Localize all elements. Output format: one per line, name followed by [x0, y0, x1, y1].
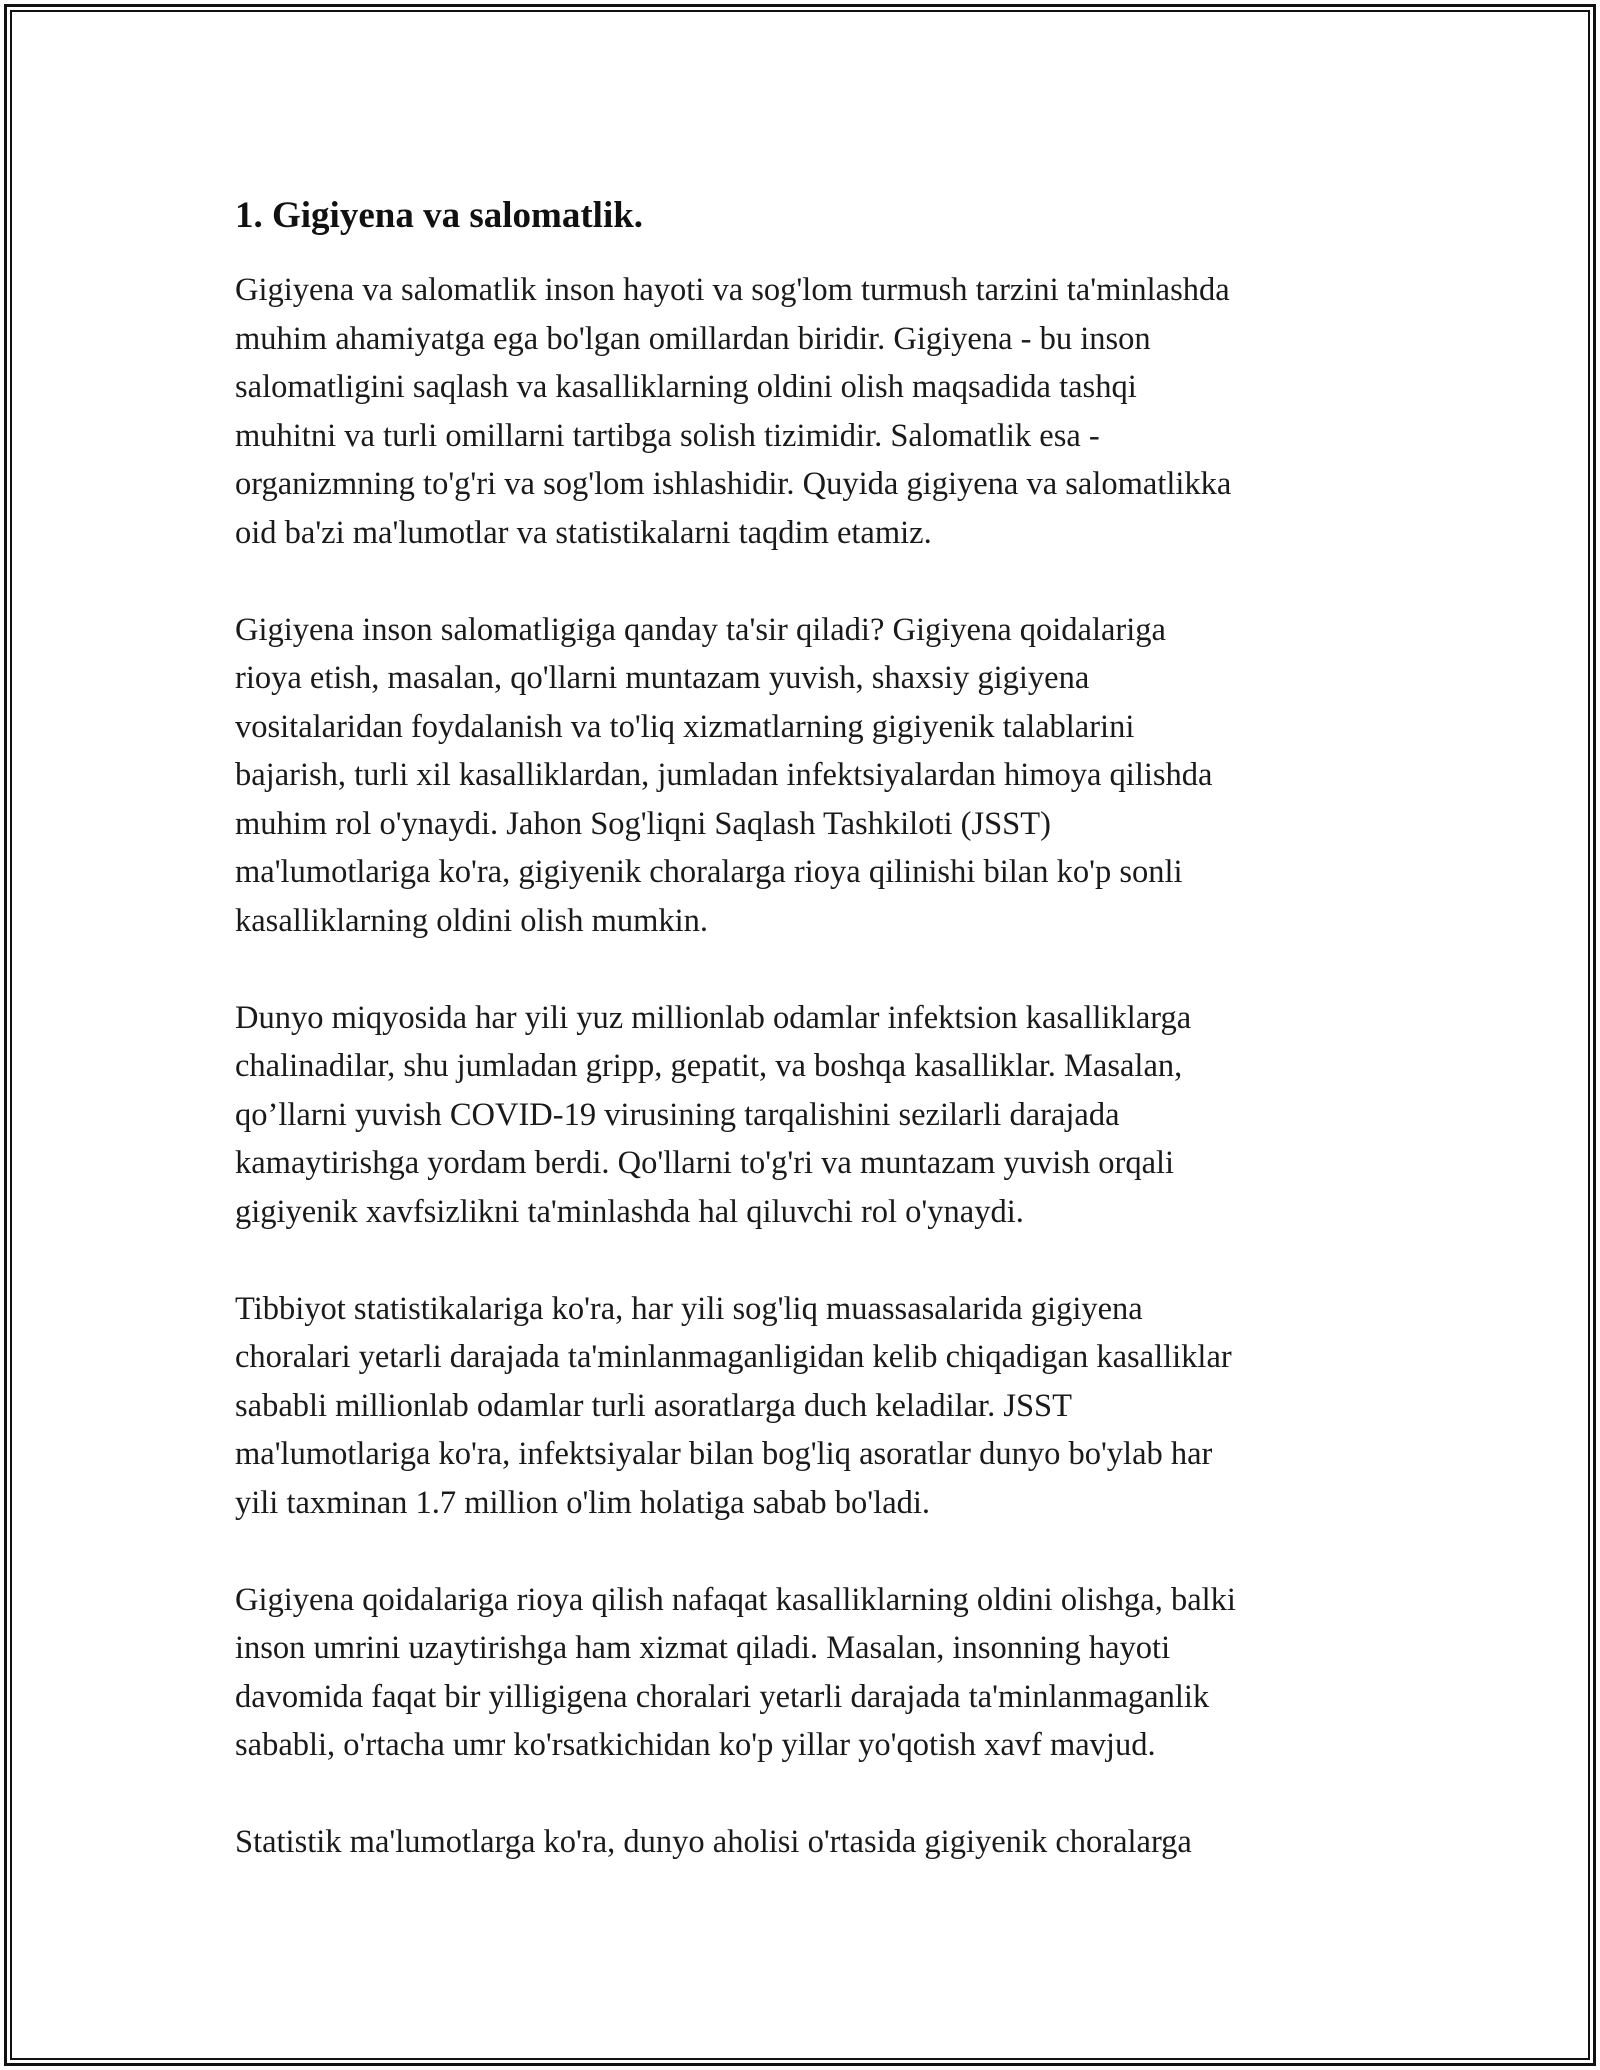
paragraph-6 [235, 1818, 1375, 1867]
text-line: Gigiyena inson salomatligiga qanday ta'sir qiladi? Gigiyena qoidalariga [235, 611, 1166, 648]
text-line: muhim ahamiyatga ega bo'lgan omillardan biridir. Gigiyena - bu inson [235, 320, 1151, 357]
text-line: vositalaridan foydalanish va to'liq xizmatlarning gigiyenik talablarini [235, 708, 1135, 745]
text-line: sababli millionlab odamlar turli asoratlarga duch keladilar. JSST [235, 1387, 1072, 1424]
text-line: choralari yetarli darajada ta'minlanmaganligidan kelib chiqadigan kasalliklar [235, 1339, 1232, 1375]
text-line: qo’llarni yuvish COVID-19 virusining tarqalishini sezilarli darajada [235, 1096, 1120, 1133]
text-line: sababli, o'rtacha umr ko'rsatkichidan ko'p yillar yo'qotish xavf mavjud. [235, 1727, 1156, 1763]
section-heading: 1. Gigiyena va salomatlik. [235, 195, 644, 236]
paragraph-1 [235, 266, 1375, 557]
text-line: kasalliklarning oldini olish mumkin. [235, 902, 709, 939]
text-line: Gigiyena va salomatlik inson hayoti va sog'lom turmush tarzini ta'minlashda [235, 272, 1230, 308]
text-line: inson umrini uzaytirishga ham xizmat qiladi. Masalan, insonning hayoti [235, 1630, 1171, 1666]
text-line: Statistik ma'lumotlarga ko'ra, dunyo aholisi o'rtasida gigiyenik choralarga [235, 1824, 1192, 1860]
paragraph-5 [235, 1576, 1375, 1770]
text-line: Gigiyena qoidalariga rioya qilish nafaqat kasalliklarning oldini olishga, balki [235, 1581, 1236, 1618]
paragraph-3 [235, 994, 1375, 1237]
text-line: gigiyenik xavfsizlikni ta'minlashda hal qiluvchi rol o'ynaydi. [235, 1193, 1024, 1230]
document-body [235, 188, 1375, 1915]
text-line: Tibbiyot statistikalariga ko'ra, har yili sog'liq muassasalarida gigiyena [235, 1290, 1143, 1327]
text-line: muhitni va turli omillarni tartibga solish tizimidir. Salomatlik esa - [235, 417, 1100, 454]
paragraph-4 [235, 1285, 1375, 1528]
text-line: bajarish, turli xil kasalliklardan, jumladan infektsiyalardan himoya qilishda [235, 757, 1213, 793]
text-line: Dunyo miqyosida har yili yuz millionlab odamlar infektsion kasalliklarga [235, 999, 1192, 1036]
paragraph-2 [235, 606, 1375, 946]
text-line: oid ba'zi ma'lumotlar va statistikalarni taqdim etamiz. [235, 514, 932, 551]
text-line: chalinadilar, shu jumladan gripp, gepatit, va boshqa kasalliklar. Masalan, [235, 1048, 1183, 1084]
text-line: organizmning to'g'ri va sog'lom ishlashidir. Quyida gigiyena va salomatlikka [235, 466, 1232, 502]
text-line: yili taxminan 1.7 million o'lim holatiga sabab bo'ladi. [235, 1484, 931, 1521]
text-line: davomida faqat bir yilligigena choralari yetarli darajada ta'minlanmaganlik [235, 1678, 1210, 1715]
text-line: kamaytirishga yordam berdi. Qo'llarni to'g'ri va muntazam yuvish orqali [235, 1145, 1175, 1181]
text-line: ma'lumotlariga ko'ra, infektsiyalar bilan bog'liq asoratlar dunyo bo'ylab har [235, 1436, 1213, 1472]
text-line: muhim rol o'ynaydi. Jahon Sog'liqni Saqlash Tashkiloti (JSST) [235, 805, 1051, 842]
text-line: ma'lumotlariga ko'ra, gigiyenik choralarga rioya qilinishi bilan ko'p sonli [235, 854, 1183, 890]
text-line: rioya etish, masalan, qo'llarni muntazam yuvish, shaxsiy gigiyena [235, 660, 1090, 696]
text-line: salomatligini saqlash va kasalliklarning oldini olish maqsadida tashqi [235, 369, 1137, 405]
